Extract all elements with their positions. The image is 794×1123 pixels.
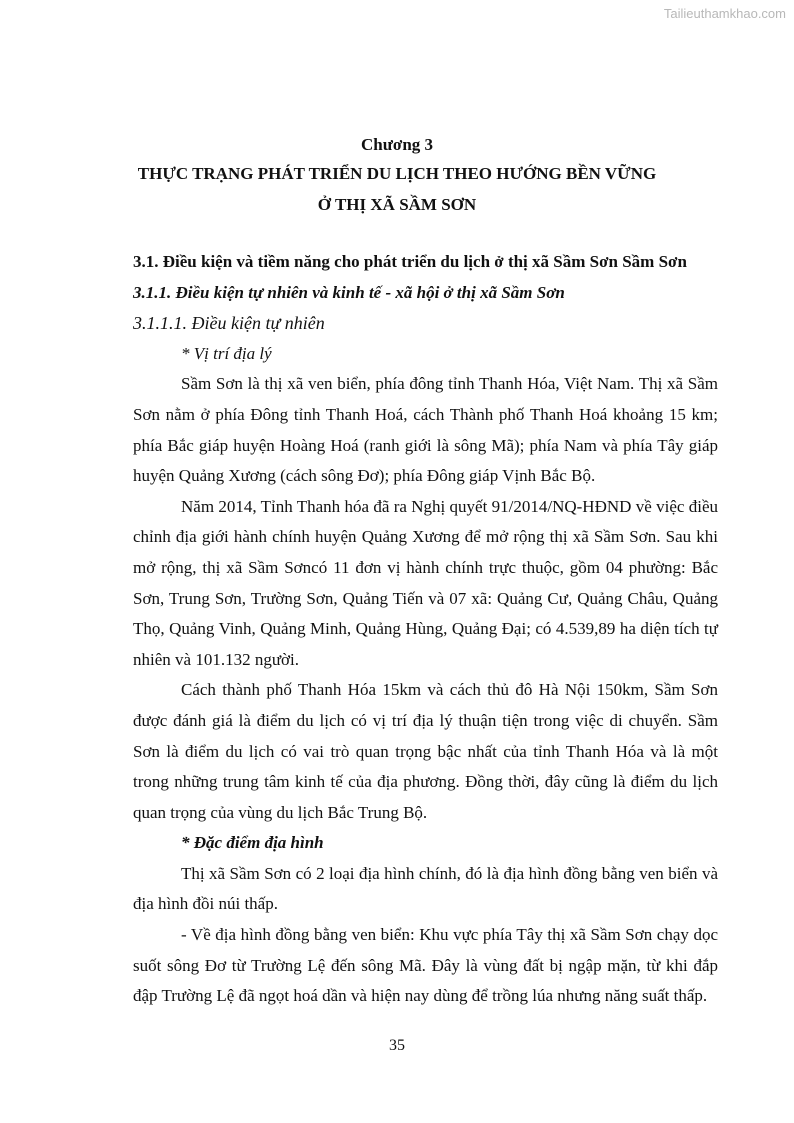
bullet-terrain: * Đặc điểm địa hình bbox=[181, 833, 324, 853]
document-body bbox=[133, 247, 718, 1012]
section-heading-3-1-1-1: 3.1.1.1. Điều kiện tự nhiên bbox=[133, 313, 325, 334]
watermark: Tailieuthamkhao.com bbox=[663, 6, 786, 21]
paragraph-terrain: Thị xã Sầm Sơn có 2 loại địa hình chính, đó là địa hình đồng bằng ven biển và địa hình đồi núi thấp. bbox=[133, 863, 718, 914]
chapter-title-line-1: THỰC TRẠNG PHÁT TRIỂN DU LỊCH THEO HƯỚNG BỀN VỮNG bbox=[137, 164, 657, 183]
bullet-location: * Vị trí địa lý bbox=[181, 343, 272, 363]
paragraph-coastal-plain: - Về địa hình đồng bằng ven biển: Khu vực phía Tây thị xã Sầm Sơn chạy dọc suốt sông Đơ từ Trường Lệ đến sông Mã. Đây là vùng đất bị ngập mặn, từ khi đắp đập Trường Lệ đã ngọt hoá dần và hiện nay dùng để trồng lúa nhưng năng suất thấp. bbox=[133, 925, 718, 1006]
paragraph-2014-resolution: Năm 2014, Tỉnh Thanh hóa đã ra Nghị quyết 91/2014/NQ-HĐND về việc điều chỉnh địa giới hành chính huyện Quảng Xương để mở rộng thị xã Sầm Sơn. Sau khi mở rộng, thị xã Sầm Sơncó 11 đơn vị hành chính trực thuộc, gồm 04 phường: Bắc Sơn, Trung Sơn, Trường Sơn, Quảng Tiến và 07 xã: Quảng Cư, Quảng Châu, Quảng Thọ, Quảng Vinh, Quảng Minh, Quảng Hùng, Quảng Đại; có 4.539,89 ha diện tích tự nhiên và 101.132 người. bbox=[133, 496, 718, 669]
page-number: 35 bbox=[389, 1037, 405, 1054]
section-heading-3-1-1: 3.1.1. Điều kiện tự nhiên và kinh tế - xã hội ở thị xã Sầm Sơn bbox=[133, 282, 565, 302]
chapter-label: Chương 3 bbox=[360, 135, 434, 154]
paragraph-location: Sầm Sơn là thị xã ven biển, phía đông tỉnh Thanh Hóa, Việt Nam. Thị xã Sầm Sơn nằm ở phía Đông tỉnh Thanh Hoá, cách Thành phố Thanh Hoá khoảng 15 km; phía Bắc giáp huyện Hoàng Hoá (ranh giới là sông Mã); phía Nam và phía Tây giáp huyện Quảng Xương (cách sông Đơ); phía Đông giáp Vịnh Bắc Bộ. bbox=[133, 374, 718, 486]
chapter-title-line-2: Ở THỊ XÃ SẦM SƠN bbox=[317, 195, 477, 214]
paragraph-distance: Cách thành phố Thanh Hóa 15km và cách thủ đô Hà Nội 150km, Sầm Sơn được đánh giá là điểm du lịch có vị trí địa lý thuận tiện trong việc di chuyển. Sầm Sơn là điểm du lịch có vai trò quan trọng bậc nhất của tỉnh Thanh Hóa và là một trong những trung tâm kinh tế của địa phương. Đồng thời, đây cũng là điểm du lịch quan trọng của vùng du lịch Bắc Trung Bộ. bbox=[133, 680, 718, 822]
section-heading-3-1: 3.1. Điều kiện và tiềm năng cho phát triển du lịch ở thị xã Sầm Sơn Sầm Sơn bbox=[133, 252, 687, 271]
